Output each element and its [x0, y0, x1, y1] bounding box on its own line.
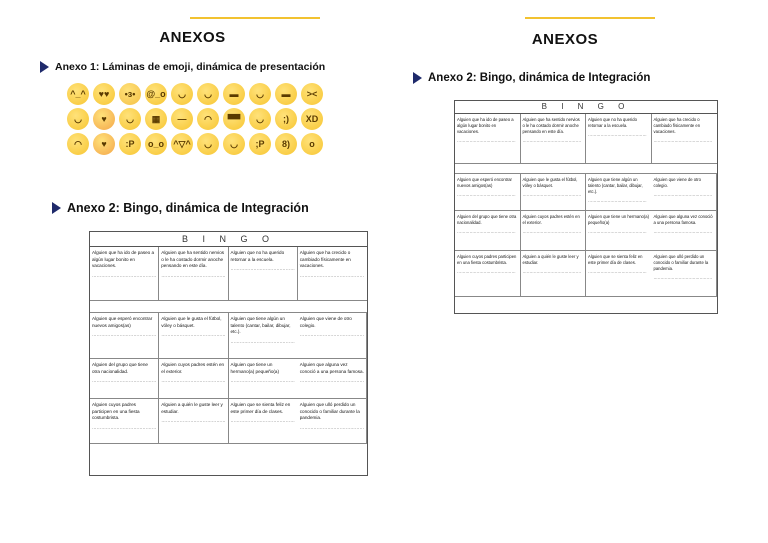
emoji-glyph: ◡ — [74, 113, 82, 124]
annex1-heading-text: Anexo 1: Láminas de emoji, dinámica de presentación — [55, 61, 326, 73]
annex2-heading — [413, 72, 650, 84]
emoji-glyph: ♥ — [101, 114, 107, 124]
bingo-cell — [455, 251, 521, 297]
row-spacer — [90, 301, 367, 313]
emoji-glyph: ◡ — [178, 88, 186, 99]
bingo-cell-text: Alguien que alguna vez conoció a una persona famosa. — [653, 214, 713, 226]
emoji-glyph: ◠ — [74, 138, 82, 149]
laughing-face-icon — [301, 108, 323, 130]
bingo-cell-text: Alguien a quién le guste leer y estudiar. — [522, 254, 579, 266]
bingo-cell-text: Alguien que tiene algún un talento (cantar, bailar, dibujar, etc.). — [230, 316, 291, 335]
nerd-face-icon — [275, 133, 297, 155]
smile-face-icon — [171, 83, 193, 105]
bingo-cell-text: Alguien que ha crecido o cambiado físicamente en vacaciones. — [299, 250, 351, 269]
arrow-bullet-icon — [52, 202, 61, 214]
laughing-face-icon — [171, 133, 193, 155]
bingo-cell — [90, 313, 159, 359]
emoji-glyph: ;P — [255, 139, 265, 149]
bingo-cell — [90, 399, 159, 444]
upside-down-face-icon — [67, 133, 89, 155]
emoji-glyph: :P — [125, 139, 135, 149]
smile-face-icon — [223, 133, 245, 155]
wink-face-icon — [275, 108, 297, 130]
monocle-face-icon — [145, 133, 167, 155]
bingo-cell-text: Alguien que le gusta el fútbol, vóley o básquet. — [161, 316, 222, 328]
bingo-card — [89, 231, 368, 476]
bingo-cell-text: Alguien que tiene algún un talento (cantar, bailar, dibujar, etc.). — [588, 177, 643, 195]
bingo-cell — [159, 313, 228, 359]
bingo-cell-text: Alguien que se sienta feliz en este primer día de clases. — [588, 254, 643, 266]
bingo-grid — [90, 247, 367, 444]
smile-face-icon — [197, 133, 219, 155]
bingo-title: B I N G O — [455, 101, 717, 114]
annex2-heading-text: Anexo 2: Bingo, dinámica de Integración — [428, 72, 651, 84]
bingo-cell-text: Alguien a quién le guste leer y estudiar. — [161, 402, 223, 414]
emoji-glyph: ▬ — [229, 89, 239, 99]
smile-face-icon — [67, 108, 89, 130]
emoji-glyph: ♥ — [101, 139, 107, 149]
kissing-face-icon — [93, 133, 115, 155]
bingo-cell-text: Alguien cuyos padres participen en una fiesta costumbrista. — [457, 254, 517, 266]
blank-line: …………………………………… — [588, 229, 647, 235]
bingo-cell — [229, 313, 298, 359]
bingo-cell — [586, 114, 652, 164]
bingo-cell — [652, 211, 718, 251]
zany-face-icon — [145, 83, 167, 105]
emoji-glyph: ^▽^ — [173, 138, 191, 149]
blank-line: …………………………………… — [588, 269, 647, 275]
bingo-cell — [455, 211, 521, 251]
bingo-cell-text: Alguien que ulló perdido un conocido o familiar durante la pandemia. — [299, 402, 360, 421]
bingo-cell — [521, 251, 587, 297]
emoji-sheet — [67, 83, 323, 155]
decorative-line — [525, 17, 655, 19]
laughing-tears-icon — [301, 83, 323, 105]
happy-face-icon — [197, 108, 219, 130]
sunglasses-face-icon — [223, 108, 245, 130]
blank-line: …………………………………… — [299, 272, 365, 278]
blank-line: …………………………………… — [522, 269, 582, 275]
emoji-glyph: >< — [306, 89, 318, 99]
blank-line: …………………………………… — [92, 332, 157, 338]
blank-line: …………………………………… — [653, 138, 713, 144]
bingo-cell-text: Alguien que viene de otro colegio. — [653, 177, 701, 189]
emoji-glyph: o — [309, 139, 315, 149]
bingo-cell-text: Alguien que esperó encontrar nuevos amigos(as) — [457, 177, 512, 189]
kissing-face-icon — [119, 83, 141, 105]
bingo-cell — [586, 211, 652, 251]
emoji-glyph: XD — [305, 114, 319, 124]
bingo-cell — [298, 313, 367, 359]
right-page — [410, 15, 720, 315]
emoji-glyph: ◡ — [256, 113, 264, 124]
tongue-wink-icon — [249, 133, 271, 155]
bingo-cell-text: Alguien que viene de otro colegio. — [299, 316, 352, 328]
blank-line: …………………………………… — [588, 132, 647, 138]
bingo-cell — [455, 114, 521, 164]
blank-line: …………………………………… — [588, 198, 647, 204]
bingo-cell — [298, 359, 367, 399]
blank-line: …………………………………… — [457, 269, 516, 275]
blank-line: …………………………………… — [161, 418, 226, 424]
emoji-glyph: o_o — [147, 139, 164, 149]
emoji-glyph: 8) — [281, 139, 290, 149]
emoji-glyph: ♥♥ — [98, 89, 110, 99]
blank-line: …………………………………… — [230, 266, 295, 272]
annex2-heading — [52, 201, 309, 215]
bingo-cell-text: Alguien que no ha querido retornar a la escuela. — [230, 250, 285, 262]
bingo-cell-text: Alguien cuyos padres estén en el exterior. — [161, 362, 225, 374]
bingo-cell-text: Alguien que tiene un hermano(a) pequeño(a) — [230, 362, 280, 374]
bingo-cell-text: Alguien cuyos padres participen en una fiesta costumbrista. — [92, 402, 140, 421]
bingo-cell-text: Alguien que ha ido de paseo a algún lugar bonito en vacaciones. — [92, 250, 155, 269]
blank-line: …………………………………… — [92, 424, 157, 430]
halo-face-icon — [67, 83, 89, 105]
blank-line: …………………………………… — [299, 424, 364, 430]
bingo-cell — [229, 359, 298, 399]
bingo-grid — [455, 114, 717, 297]
decorative-line — [190, 17, 320, 19]
bingo-cell — [652, 174, 718, 211]
bingo-cell-text: Alguien que se sienta feliz en este primer día de clases. — [230, 402, 291, 414]
bingo-cell-text: Alguien que ulló perdido un conocido o familiar durante la pandemia. — [653, 254, 709, 272]
bingo-cell — [652, 114, 718, 164]
bingo-cell-text: Alguien cuyos padres estén en el exterior. — [522, 214, 580, 226]
bingo-cell-text: Alguien que le gusta el fútbol, vóley o básquet. — [522, 177, 578, 189]
emoji-glyph: ◡ — [230, 138, 238, 149]
emoji-glyph: — — [177, 114, 187, 124]
emoji-glyph: @_o — [146, 89, 166, 99]
blank-line: …………………………………… — [161, 378, 226, 384]
blank-line: …………………………………… — [522, 192, 582, 198]
blank-line: …………………………………… — [653, 275, 713, 281]
emoji-glyph: ◡ — [126, 113, 134, 124]
bingo-cell — [229, 247, 298, 301]
bingo-cell — [521, 114, 587, 164]
bingo-cell — [455, 174, 521, 211]
arrow-bullet-icon — [413, 72, 422, 84]
bingo-cell-text: Alguien que esperó encontrar nuevos amigos(as) — [92, 316, 153, 328]
bingo-title: B I N G O — [90, 232, 367, 247]
bingo-cell — [229, 399, 298, 444]
blank-line: …………………………………… — [457, 138, 516, 144]
bingo-cell-text: Alguien que no ha querido retornar a la escuela. — [588, 117, 637, 129]
emoji-glyph: ▬ — [281, 89, 291, 99]
heart-eyes-icon — [93, 83, 115, 105]
bingo-card — [454, 100, 718, 314]
bingo-cell — [159, 399, 228, 444]
grin-face-icon — [223, 83, 245, 105]
blank-line: …………………………………… — [161, 272, 226, 278]
blank-line: …………………………………… — [522, 138, 582, 144]
neutral-face-icon — [171, 108, 193, 130]
arrow-bullet-icon — [40, 61, 49, 73]
bingo-cell — [586, 251, 652, 297]
bingo-cell-text: Alguien que ha ido de paseo a algún lugar bonito en vacaciones. — [457, 117, 514, 135]
blush-face-icon — [249, 83, 271, 105]
blank-line: …………………………………… — [230, 418, 295, 424]
bingo-cell-text: Alguien que tiene un hermano(a) pequeño(a) — [588, 214, 649, 226]
bingo-cell-text: Alguien que ha sentido nervios o le ha costado dormir anoche pensando en este día. — [161, 250, 225, 269]
smile-face-icon — [249, 108, 271, 130]
emoji-glyph: ^_^ — [70, 89, 86, 99]
bingo-cell-text: Alguien que ha crecido o cambiado físicamente en vacaciones. — [653, 117, 701, 135]
emoji-glyph: ▀▀ — [227, 114, 241, 124]
party-face-icon — [93, 108, 115, 130]
bingo-cell — [652, 251, 718, 297]
emoji-glyph: ;) — [283, 114, 289, 124]
annex2-heading-text: Anexo 2: Bingo, dinámica de Integración — [67, 201, 309, 215]
bingo-cell — [159, 359, 228, 399]
emoji-glyph: •з• — [124, 89, 136, 99]
blank-line: …………………………………… — [299, 332, 364, 338]
blank-line: …………………………………… — [457, 192, 516, 198]
emoji-glyph: ◡ — [204, 138, 212, 149]
blank-line: …………………………………… — [230, 378, 295, 384]
smile-face-icon — [197, 83, 219, 105]
bingo-cell — [298, 399, 367, 444]
blank-line: …………………………………… — [299, 378, 364, 384]
bingo-cell — [90, 359, 159, 399]
bingo-cell — [298, 247, 367, 301]
bingo-cell-text: Alguien del grupo que tiene otra nacionalidad. — [457, 214, 517, 226]
blank-line: …………………………………… — [522, 229, 582, 235]
emoji-glyph: ◠ — [204, 113, 212, 124]
blank-line: …………………………………… — [92, 272, 157, 278]
emoji-glyph: ▦ — [151, 113, 161, 124]
left-page — [40, 15, 370, 485]
smile-face-icon — [119, 108, 141, 130]
bingo-cell — [521, 174, 587, 211]
bingo-cell-text: Alguien del grupo que tiene otra nacionalidad. — [92, 362, 148, 374]
page-title: ANEXOS — [531, 31, 599, 48]
tongue-face-icon — [119, 133, 141, 155]
bingo-cell-text: Alguien que alguna vez conoció a una persona famosa. — [299, 362, 364, 374]
blank-line: …………………………………… — [92, 378, 157, 384]
hushed-face-icon — [301, 133, 323, 155]
bingo-cell — [586, 174, 652, 211]
bingo-cell — [521, 211, 587, 251]
blank-line: …………………………………… — [457, 229, 516, 235]
bingo-cell-text: Alguien que ha sentido nervios o le ha costado dormir anoche pensando en este día. — [522, 117, 580, 135]
bingo-cell — [159, 247, 228, 301]
blank-line: …………………………………… — [230, 338, 295, 344]
blank-line: …………………………………… — [653, 192, 713, 198]
emoji-glyph: ◡ — [256, 88, 264, 99]
grin-face-icon — [275, 83, 297, 105]
bingo-cell — [90, 247, 159, 301]
blank-line: …………………………………… — [653, 229, 713, 235]
annex1-heading — [40, 61, 325, 73]
row-spacer — [455, 164, 717, 174]
page-title: ANEXOS — [159, 29, 226, 46]
grimace-face-icon — [145, 108, 167, 130]
emoji-glyph: ◡ — [204, 88, 212, 99]
blank-line: …………………………………… — [161, 332, 226, 338]
